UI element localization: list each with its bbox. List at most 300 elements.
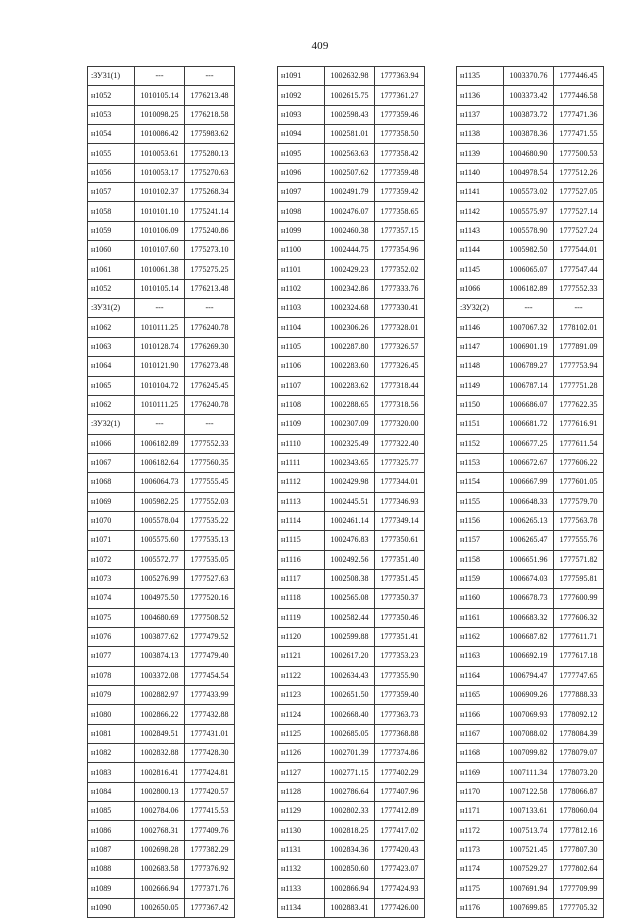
x-coordinate-cell: 1006686.07	[504, 395, 554, 414]
table-row	[457, 569, 604, 588]
table-row	[457, 840, 604, 859]
y-coordinate-cell: 1777709.99	[554, 879, 604, 898]
y-coordinate-cell: 1777424.81	[185, 763, 235, 782]
x-coordinate-cell: 1010107.60	[135, 241, 185, 260]
point-name-cell: н1154	[457, 473, 504, 492]
x-coordinate-cell: 1002508.38	[325, 569, 375, 588]
table-row	[278, 105, 425, 124]
point-name-cell: н1153	[457, 453, 504, 472]
x-coordinate-cell: 1003373.42	[504, 86, 554, 105]
x-coordinate-cell: 1002507.62	[325, 163, 375, 182]
y-coordinate-cell: 1777326.45	[375, 357, 425, 376]
x-coordinate-cell: 1006064.73	[135, 473, 185, 492]
x-coordinate-cell: 1002283.60	[325, 357, 375, 376]
table-row	[88, 492, 235, 511]
y-coordinate-cell: 1777351.40	[375, 550, 425, 569]
x-coordinate-cell: 1006265.47	[504, 531, 554, 550]
table-row	[278, 318, 425, 337]
point-name-cell: н1087	[88, 840, 135, 859]
point-name-cell: н1171	[457, 802, 504, 821]
y-coordinate-cell: 1777560.35	[185, 453, 235, 472]
y-coordinate-cell: 1777471.36	[554, 105, 604, 124]
point-name-cell: н1159	[457, 569, 504, 588]
point-name-cell: н1141	[457, 183, 504, 202]
table-row	[278, 666, 425, 685]
x-coordinate-cell: 1006182.64	[135, 453, 185, 472]
x-coordinate-cell: 1005982.50	[504, 241, 554, 260]
y-coordinate-cell: 1777318.44	[375, 376, 425, 395]
table-row	[88, 260, 235, 279]
table-row	[278, 531, 425, 550]
x-coordinate-cell: 1002476.07	[325, 202, 375, 221]
point-name-cell: н1068	[88, 473, 135, 492]
table-row	[278, 279, 425, 298]
x-coordinate-cell: 1005575.60	[135, 531, 185, 550]
x-coordinate-cell: 1002816.41	[135, 763, 185, 782]
y-coordinate-cell: 1777527.24	[554, 221, 604, 240]
table-row	[457, 105, 604, 124]
page-number: 409	[311, 40, 329, 52]
x-coordinate-cell: 1003873.72	[504, 105, 554, 124]
x-coordinate-cell: 1007069.93	[504, 705, 554, 724]
point-name-cell: н1172	[457, 821, 504, 840]
table-row	[457, 395, 604, 414]
table-row	[88, 202, 235, 221]
x-coordinate-cell: 1002834.36	[325, 840, 375, 859]
point-name-cell: н1145	[457, 260, 504, 279]
point-name-cell: н1133	[278, 879, 325, 898]
x-coordinate-cell: 1002288.65	[325, 395, 375, 414]
y-coordinate-cell: 1775240.86	[185, 221, 235, 240]
point-name-cell: н1092	[278, 86, 325, 105]
point-name-cell: н1077	[88, 647, 135, 666]
x-coordinate-cell: 1010086.42	[135, 125, 185, 144]
coordinates-table-1	[87, 66, 235, 918]
table-row	[278, 395, 425, 414]
point-name-cell: :ЗУ31(1)	[88, 67, 135, 86]
x-coordinate-cell: 1002634.43	[325, 666, 375, 685]
y-coordinate-cell: 1776213.48	[185, 86, 235, 105]
y-coordinate-cell: 1777508.52	[185, 608, 235, 627]
x-coordinate-cell: 1006681.72	[504, 415, 554, 434]
point-name-cell: н1134	[278, 898, 325, 917]
table-row	[88, 511, 235, 530]
x-coordinate-cell: 1002565.08	[325, 589, 375, 608]
table-row	[457, 473, 604, 492]
x-coordinate-cell: 1002306.26	[325, 318, 375, 337]
point-name-cell: н1136	[457, 86, 504, 105]
point-name-cell: н1111	[278, 453, 325, 472]
point-name-cell: н1117	[278, 569, 325, 588]
point-name-cell: н1066	[88, 434, 135, 453]
y-coordinate-cell: 1777432.88	[185, 705, 235, 724]
table-row	[278, 473, 425, 492]
table-row	[278, 434, 425, 453]
y-coordinate-cell: 1777747.65	[554, 666, 604, 685]
y-coordinate-cell: 1777359.40	[375, 686, 425, 705]
table-row	[457, 67, 604, 86]
x-coordinate-cell: 1004680.90	[504, 144, 554, 163]
point-name-cell: н1084	[88, 782, 135, 801]
x-coordinate-cell: 1006182.89	[135, 434, 185, 453]
x-coordinate-cell: 1002563.63	[325, 144, 375, 163]
table-row	[88, 647, 235, 666]
y-coordinate-cell: 1777527.14	[554, 202, 604, 221]
table-row	[457, 163, 604, 182]
y-coordinate-cell: 1777611.71	[554, 627, 604, 646]
y-coordinate-cell: 1775241.14	[185, 202, 235, 221]
y-coordinate-cell: 1777616.91	[554, 415, 604, 434]
point-name-cell: н1131	[278, 840, 325, 859]
x-coordinate-cell: 1002668.40	[325, 705, 375, 724]
table-row	[88, 337, 235, 356]
x-coordinate-cell: 1006651.96	[504, 550, 554, 569]
table-row	[457, 802, 604, 821]
table-row	[457, 763, 604, 782]
x-coordinate-cell: 1002866.94	[325, 879, 375, 898]
point-name-cell: н1076	[88, 627, 135, 646]
table-row	[278, 802, 425, 821]
table-row	[457, 647, 604, 666]
table-row	[278, 569, 425, 588]
x-coordinate-cell: 1006648.33	[504, 492, 554, 511]
table-row	[457, 144, 604, 163]
point-name-cell: н1098	[278, 202, 325, 221]
y-coordinate-cell: 1777595.81	[554, 569, 604, 588]
point-name-cell: н1054	[88, 125, 135, 144]
table-row	[88, 125, 235, 144]
x-coordinate-cell: 1010104.72	[135, 376, 185, 395]
x-coordinate-cell: 1006787.14	[504, 376, 554, 395]
table-row	[88, 357, 235, 376]
point-name-cell: н1130	[278, 821, 325, 840]
point-name-cell: н1152	[457, 434, 504, 453]
point-name-cell: :ЗУ32(1)	[88, 415, 135, 434]
x-coordinate-cell: 1002615.75	[325, 86, 375, 105]
point-name-cell: н1082	[88, 744, 135, 763]
y-coordinate-cell: 1777426.00	[375, 898, 425, 917]
y-coordinate-cell: 1777454.54	[185, 666, 235, 685]
table-row	[457, 183, 604, 202]
point-name-cell: н1089	[88, 879, 135, 898]
point-name-cell: н1137	[457, 105, 504, 124]
x-coordinate-cell: 1002768.31	[135, 821, 185, 840]
point-name-cell: н1175	[457, 879, 504, 898]
y-coordinate-cell: 1778092.12	[554, 705, 604, 724]
table-row	[457, 627, 604, 646]
point-name-cell: н1113	[278, 492, 325, 511]
point-name-cell: н1147	[457, 337, 504, 356]
y-coordinate-cell: 1777352.02	[375, 260, 425, 279]
x-coordinate-cell: 1002771.15	[325, 763, 375, 782]
x-coordinate-cell: 1002685.05	[325, 724, 375, 743]
x-coordinate-cell: 1010105.14	[135, 86, 185, 105]
y-coordinate-cell: 1775268.34	[185, 183, 235, 202]
y-coordinate-cell: 1777361.27	[375, 86, 425, 105]
y-coordinate-cell: 1777563.78	[554, 511, 604, 530]
point-name-cell: н1110	[278, 434, 325, 453]
table-row	[88, 589, 235, 608]
table-row	[88, 376, 235, 395]
table-row	[88, 860, 235, 879]
y-coordinate-cell: 1777376.92	[185, 860, 235, 879]
y-coordinate-cell: 1777357.15	[375, 221, 425, 240]
y-coordinate-cell: 1775273.10	[185, 241, 235, 260]
point-name-cell: н1052	[88, 86, 135, 105]
point-name-cell: н1121	[278, 647, 325, 666]
x-coordinate-cell: 1007088.02	[504, 724, 554, 743]
x-coordinate-cell: 1004975.50	[135, 589, 185, 608]
y-coordinate-cell: 1777431.01	[185, 724, 235, 743]
x-coordinate-cell: 1002343.65	[325, 453, 375, 472]
point-name-cell: н1129	[278, 802, 325, 821]
y-coordinate-cell: 1777359.42	[375, 183, 425, 202]
point-name-cell: н1065	[88, 376, 135, 395]
table-row	[88, 183, 235, 202]
x-coordinate-cell: 1006677.25	[504, 434, 554, 453]
point-name-cell: н1126	[278, 744, 325, 763]
table-row	[88, 724, 235, 743]
table-row	[278, 898, 425, 917]
x-coordinate-cell: 1002866.22	[135, 705, 185, 724]
point-name-cell: н1146	[457, 318, 504, 337]
point-name-cell: н1163	[457, 647, 504, 666]
point-name-cell: н1071	[88, 531, 135, 550]
x-coordinate-cell: 1010102.37	[135, 183, 185, 202]
table-row	[278, 221, 425, 240]
y-coordinate-cell: 1777600.99	[554, 589, 604, 608]
point-name-cell: н1176	[457, 898, 504, 917]
point-name-cell: н1122	[278, 666, 325, 685]
table-row	[88, 453, 235, 472]
table-row	[278, 511, 425, 530]
x-coordinate-cell: 1002476.83	[325, 531, 375, 550]
y-coordinate-cell: ---	[185, 415, 235, 434]
y-coordinate-cell: 1777353.23	[375, 647, 425, 666]
x-coordinate-cell: 1002581.01	[325, 125, 375, 144]
y-coordinate-cell: 1777571.82	[554, 550, 604, 569]
point-name-cell: н1066	[457, 279, 504, 298]
coordinates-table-3	[456, 66, 604, 918]
table-row	[88, 279, 235, 298]
y-coordinate-cell: 1777891.09	[554, 337, 604, 356]
point-name-cell: н1168	[457, 744, 504, 763]
y-coordinate-cell: 1777363.94	[375, 67, 425, 86]
table-row	[278, 241, 425, 260]
x-coordinate-cell: 1002461.14	[325, 511, 375, 530]
y-coordinate-cell: 1777471.55	[554, 125, 604, 144]
x-coordinate-cell: 1006909.26	[504, 686, 554, 705]
point-name-cell: н1164	[457, 666, 504, 685]
y-coordinate-cell: 1777622.35	[554, 395, 604, 414]
y-coordinate-cell: 1775270.63	[185, 163, 235, 182]
x-coordinate-cell: 1005573.02	[504, 183, 554, 202]
table-row	[278, 299, 425, 318]
point-name-cell: н1140	[457, 163, 504, 182]
table-row	[457, 337, 604, 356]
table-row	[278, 821, 425, 840]
table-row	[278, 357, 425, 376]
table-row	[457, 860, 604, 879]
y-coordinate-cell: 1777544.01	[554, 241, 604, 260]
y-coordinate-cell: 1777520.16	[185, 589, 235, 608]
point-name-cell: н1124	[278, 705, 325, 724]
y-coordinate-cell: 1777423.07	[375, 860, 425, 879]
x-coordinate-cell: 1010053.17	[135, 163, 185, 182]
table-row	[278, 840, 425, 859]
point-name-cell: :ЗУ31(2)	[88, 299, 135, 318]
y-coordinate-cell: 1776240.78	[185, 318, 235, 337]
table-row	[457, 724, 604, 743]
point-name-cell: н1081	[88, 724, 135, 743]
point-name-cell: н1080	[88, 705, 135, 724]
point-name-cell: н1135	[457, 67, 504, 86]
y-coordinate-cell: 1777320.00	[375, 415, 425, 434]
point-name-cell: н1125	[278, 724, 325, 743]
table-row	[457, 202, 604, 221]
point-name-cell: н1158	[457, 550, 504, 569]
x-coordinate-cell: 1007699.85	[504, 898, 554, 917]
table-row	[457, 898, 604, 917]
y-coordinate-cell: 1776245.45	[185, 376, 235, 395]
y-coordinate-cell: 1777888.33	[554, 686, 604, 705]
point-name-cell: н1170	[457, 782, 504, 801]
table-row	[278, 744, 425, 763]
y-coordinate-cell: 1777326.57	[375, 337, 425, 356]
point-name-cell: н1079	[88, 686, 135, 705]
table-row	[278, 550, 425, 569]
table-row	[278, 415, 425, 434]
table-row	[457, 511, 604, 530]
y-coordinate-cell: 1778084.39	[554, 724, 604, 743]
x-coordinate-cell: 1002832.88	[135, 744, 185, 763]
y-coordinate-cell: 1777479.52	[185, 627, 235, 646]
x-coordinate-cell: 1002818.25	[325, 821, 375, 840]
table-row	[457, 86, 604, 105]
y-coordinate-cell: 1777802.64	[554, 860, 604, 879]
x-coordinate-cell: 1002460.38	[325, 221, 375, 240]
y-coordinate-cell: 1778079.07	[554, 744, 604, 763]
point-name-cell: н1142	[457, 202, 504, 221]
y-coordinate-cell: 1777318.56	[375, 395, 425, 414]
y-coordinate-cell: 1777412.89	[375, 802, 425, 821]
table-row	[278, 163, 425, 182]
y-coordinate-cell: 1777555.45	[185, 473, 235, 492]
x-coordinate-cell: 1002492.56	[325, 550, 375, 569]
y-coordinate-cell: 1777552.03	[185, 492, 235, 511]
point-name-cell: н1055	[88, 144, 135, 163]
x-coordinate-cell: 1003372.08	[135, 666, 185, 685]
table-row	[278, 860, 425, 879]
table-row	[457, 744, 604, 763]
x-coordinate-cell: 1002883.41	[325, 898, 375, 917]
table-row	[457, 434, 604, 453]
y-coordinate-cell: 1777367.42	[185, 898, 235, 917]
table-row	[278, 125, 425, 144]
point-name-cell: н1169	[457, 763, 504, 782]
table-row	[457, 125, 604, 144]
y-coordinate-cell: 1776273.48	[185, 357, 235, 376]
point-name-cell: н1174	[457, 860, 504, 879]
y-coordinate-cell: 1777751.28	[554, 376, 604, 395]
table-row	[88, 144, 235, 163]
point-name-cell: н1106	[278, 357, 325, 376]
y-coordinate-cell: 1775983.62	[185, 125, 235, 144]
point-name-cell: н1120	[278, 627, 325, 646]
x-coordinate-cell: 1002445.51	[325, 492, 375, 511]
table-row	[88, 608, 235, 627]
y-coordinate-cell: 1777351.41	[375, 627, 425, 646]
table-row	[88, 163, 235, 182]
x-coordinate-cell: 1010053.61	[135, 144, 185, 163]
point-name-cell: н1108	[278, 395, 325, 414]
table-row	[88, 879, 235, 898]
point-name-cell: н1062	[88, 395, 135, 414]
x-coordinate-cell: 1006678.73	[504, 589, 554, 608]
table-row	[278, 260, 425, 279]
y-coordinate-cell: 1778102.01	[554, 318, 604, 337]
y-coordinate-cell: 1777601.05	[554, 473, 604, 492]
x-coordinate-cell: ---	[504, 299, 554, 318]
point-name-cell: н1165	[457, 686, 504, 705]
x-coordinate-cell: 1002850.60	[325, 860, 375, 879]
point-name-cell: н1060	[88, 241, 135, 260]
table-row	[278, 183, 425, 202]
table-row	[457, 260, 604, 279]
x-coordinate-cell: 1002650.05	[135, 898, 185, 917]
table-row	[88, 686, 235, 705]
point-name-cell: н1161	[457, 608, 504, 627]
y-coordinate-cell: 1777417.02	[375, 821, 425, 840]
x-coordinate-cell: 1010111.25	[135, 318, 185, 337]
x-coordinate-cell: 1005572.77	[135, 550, 185, 569]
point-name-cell: н1104	[278, 318, 325, 337]
table-row	[278, 67, 425, 86]
table-row	[88, 627, 235, 646]
y-coordinate-cell: 1777328.01	[375, 318, 425, 337]
x-coordinate-cell: 1002287.80	[325, 337, 375, 356]
x-coordinate-cell: 1006789.27	[504, 357, 554, 376]
point-name-cell: н1107	[278, 376, 325, 395]
point-name-cell: н1173	[457, 840, 504, 859]
table-row	[88, 782, 235, 801]
table-row	[278, 453, 425, 472]
x-coordinate-cell: 1002849.51	[135, 724, 185, 743]
x-coordinate-cell: 1005276.99	[135, 569, 185, 588]
y-coordinate-cell: 1777354.96	[375, 241, 425, 260]
x-coordinate-cell: 1002701.39	[325, 744, 375, 763]
x-coordinate-cell: 1005575.97	[504, 202, 554, 221]
point-name-cell: н1160	[457, 589, 504, 608]
x-coordinate-cell: 1002325.49	[325, 434, 375, 453]
x-coordinate-cell: 1010121.90	[135, 357, 185, 376]
y-coordinate-cell: 1776269.30	[185, 337, 235, 356]
x-coordinate-cell: 1003878.36	[504, 125, 554, 144]
table-row	[457, 299, 604, 318]
point-name-cell: н1118	[278, 589, 325, 608]
point-name-cell: н1083	[88, 763, 135, 782]
y-coordinate-cell: 1777371.76	[185, 879, 235, 898]
x-coordinate-cell: 1007513.74	[504, 821, 554, 840]
x-coordinate-cell: 1006065.07	[504, 260, 554, 279]
table-row	[88, 241, 235, 260]
point-name-cell: н1144	[457, 241, 504, 260]
point-name-cell: н1075	[88, 608, 135, 627]
x-coordinate-cell: 1002582.44	[325, 608, 375, 627]
point-name-cell: н1067	[88, 453, 135, 472]
x-coordinate-cell: 1003874.13	[135, 647, 185, 666]
point-name-cell: н1073	[88, 569, 135, 588]
